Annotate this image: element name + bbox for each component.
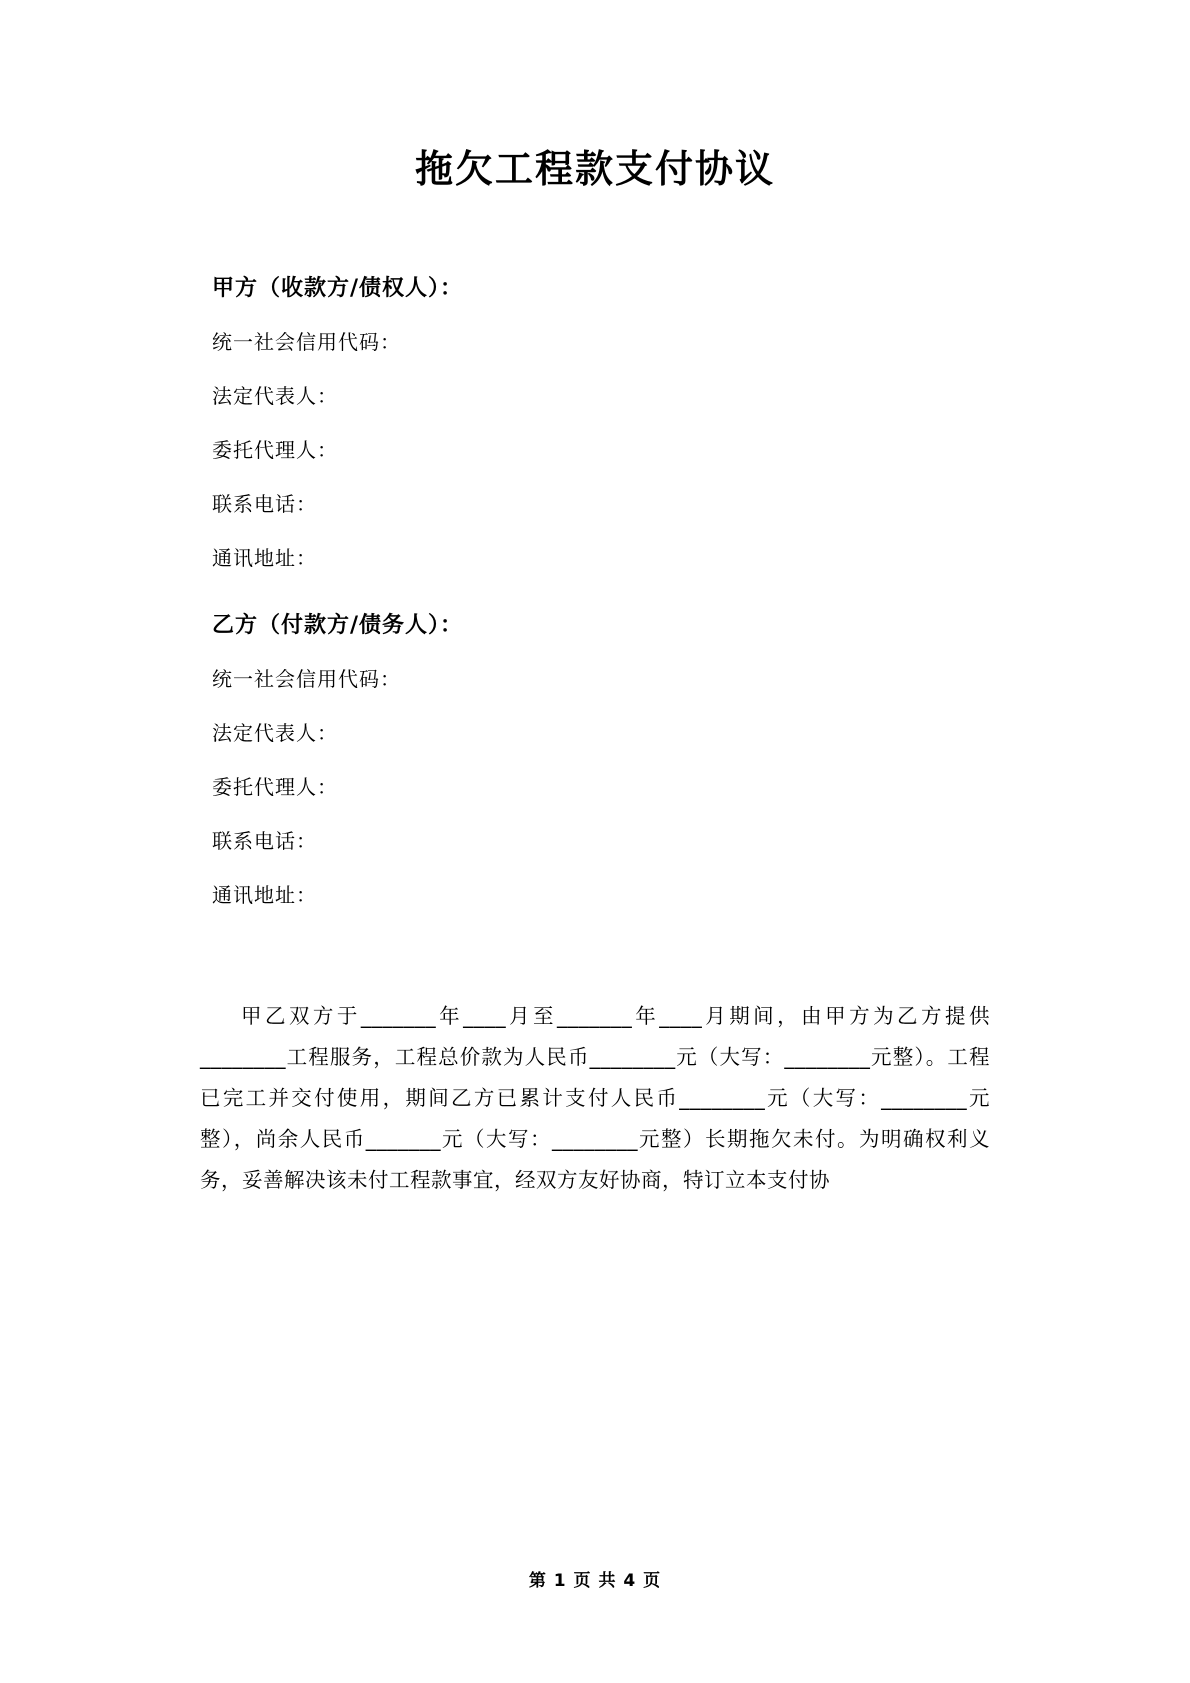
party-b-field-address: 通讯地址： — [212, 883, 317, 908]
party-b-field-phone: 联系电话： — [212, 829, 317, 854]
recitals-section — [200, 934, 990, 1201]
party-a-field-credit-code: 统一社会信用代码： — [212, 330, 401, 355]
page-footer: 第 1 页 共 4 页 — [528, 1571, 662, 1591]
party-a-field-authorized-agent: 委托代理人： — [212, 438, 338, 463]
party-a-heading: 甲方（收款方/债权人）： — [212, 276, 464, 302]
party-b-field-credit-code: 统一社会信用代码： — [212, 667, 401, 692]
page-title: 拖欠工程款支付协议 — [414, 147, 775, 191]
parties-section — [200, 194, 990, 910]
party-b-group — [200, 609, 990, 910]
party-a-field-phone: 联系电话： — [212, 492, 317, 517]
party-a-group — [200, 272, 990, 573]
party-b-heading: 乙方（付款方/债务人）： — [212, 613, 464, 639]
party-a-field-address: 通讯地址： — [212, 546, 317, 571]
party-b-field-authorized-agent: 委托代理人： — [212, 775, 338, 800]
party-a-field-legal-representative: 法定代表人： — [212, 384, 338, 409]
recital-paragraph: 甲乙双方于_______年____月至_______年____月期间，由甲方为乙方提供________工程服务，工程总价款为人民币________元（大写：________元整）。工程已完工并交付使用，期间乙方已累计支付人民币________元（大写：________元整），尚余人民币_______元（大写：________元整）长期拖欠未付。为明确权利义务，妥善解决该未付工程款事宜，经双方友好协商，特订立本支付协 — [200, 1004, 990, 1193]
party-b-field-legal-representative: 法定代表人： — [212, 721, 338, 746]
